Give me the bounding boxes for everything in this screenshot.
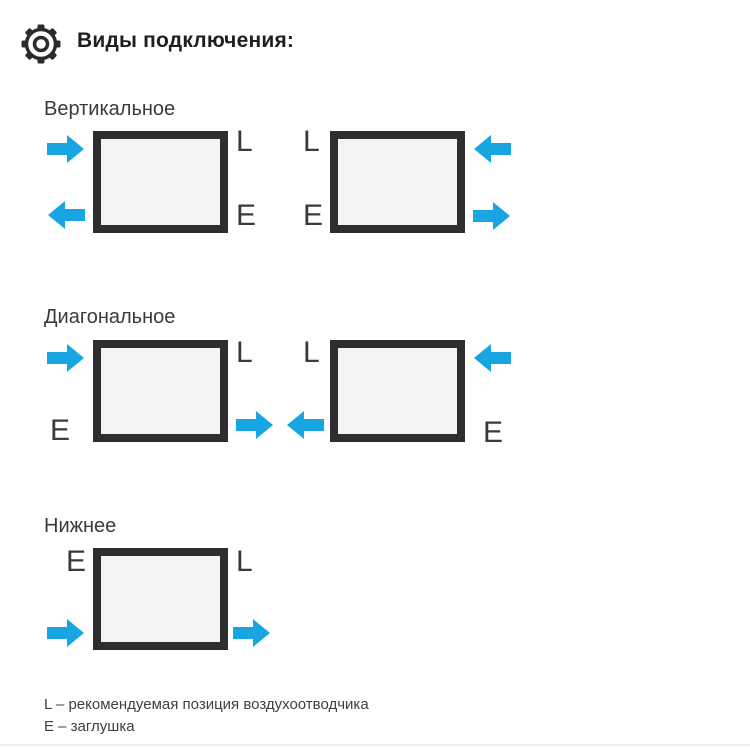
flow-arrow-left-icon bbox=[47, 200, 85, 230]
flow-arrow-right-icon bbox=[233, 618, 271, 648]
port-label-plug: E bbox=[483, 416, 504, 449]
flow-arrow-left-icon bbox=[286, 410, 324, 440]
flow-arrow-right-icon bbox=[47, 343, 85, 373]
section-title-bottom: Нижнее bbox=[44, 515, 117, 537]
page-title: Виды подключения: bbox=[77, 29, 295, 52]
radiator-frame-diagonal-2 bbox=[330, 340, 465, 442]
legend-line-plug: E – заглушка bbox=[44, 718, 135, 735]
port-label-plug: E bbox=[236, 199, 257, 232]
radiator-frame-bottom-1 bbox=[93, 548, 228, 650]
port-label-vent: L bbox=[236, 545, 253, 578]
flow-arrow-right-icon bbox=[236, 410, 274, 440]
section-title-vertical: Вертикальное bbox=[44, 98, 176, 120]
legend-line-vent: L – рекомендуемая позиция воздухоотводчика bbox=[44, 696, 369, 713]
port-label-vent: L bbox=[236, 336, 253, 369]
port-label-plug: E bbox=[303, 199, 324, 232]
flow-arrow-right-icon bbox=[473, 201, 511, 231]
flow-arrow-right-icon bbox=[47, 134, 85, 164]
flow-arrow-right-icon bbox=[47, 618, 85, 648]
radiator-frame-vertical-1 bbox=[93, 131, 228, 233]
port-label-vent: L bbox=[236, 125, 253, 158]
radiator-frame-diagonal-1 bbox=[93, 340, 228, 442]
legend bbox=[44, 694, 369, 738]
port-label-vent: L bbox=[303, 125, 320, 158]
gear-icon bbox=[21, 24, 61, 64]
radiator-frame-vertical-2 bbox=[330, 131, 465, 233]
flow-arrow-left-icon bbox=[473, 343, 511, 373]
flow-arrow-left-icon bbox=[473, 134, 511, 164]
port-label-plug: E bbox=[66, 545, 87, 578]
port-label-plug: E bbox=[50, 414, 71, 447]
section-title-diagonal: Диагональное bbox=[44, 306, 176, 328]
bottom-divider bbox=[0, 744, 750, 746]
port-label-vent: L bbox=[303, 336, 320, 369]
